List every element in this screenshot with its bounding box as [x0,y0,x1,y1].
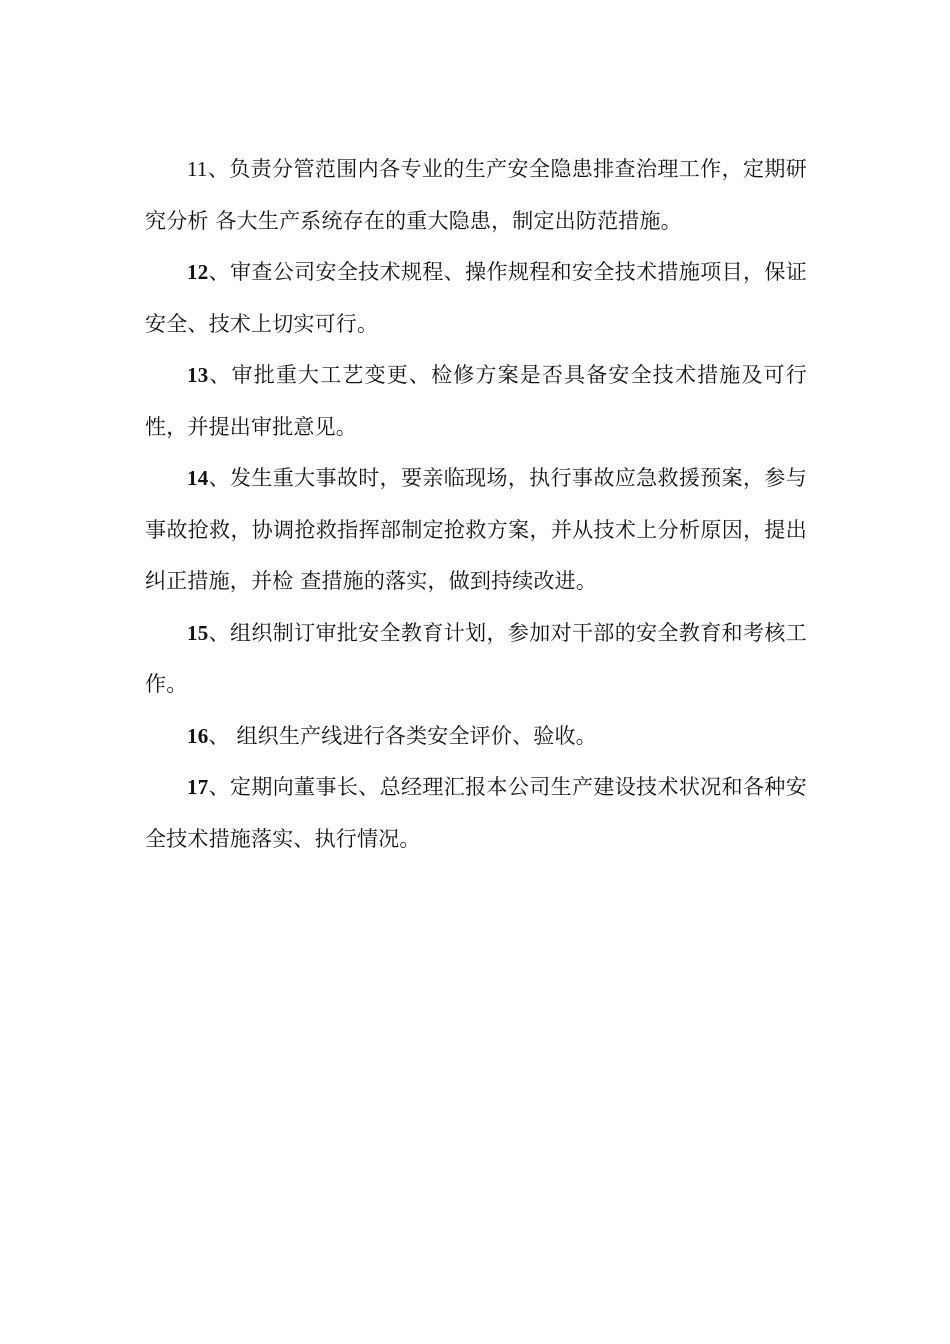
paragraph-text: 、负责分管范围内各专业的生产安全隐患排查治理工作，定期研究分析 各大生产系统存在的重大隐患，制定出防范措施。 [145,157,807,233]
paragraph-text: 、发生重大事故时，要亲临现场，执行事故应急救援预案，参与事故抢救，协调抢救指挥部制定抢救方案，并从技术上分析原因，提出纠正措施，并检 查措施的落实，做到持续改进。 [145,466,807,593]
paragraph-text: 、定期向董事长、总经理汇报本公司生产建设技术状况和各种安全技术措施落实、执行情况。 [145,775,807,851]
paragraph-12 [145,247,807,350]
paragraph-text: 、组织制订审批安全教育计划，参加对干部的安全教育和考核工作。 [145,620,807,696]
paragraph-13 [145,350,807,453]
item-number: 15 [187,620,209,645]
paragraph-16 [145,711,807,763]
paragraph-14 [145,453,807,608]
item-number: 17 [187,775,209,799]
item-number: 16 [187,723,209,748]
item-number: 13 [187,363,209,387]
paragraph-15 [145,608,807,711]
paragraph-text: 、审查公司安全技术规程、操作规程和安全技术措施项目，保证安全、技术上切实可行。 [145,260,807,336]
item-number: 14 [187,466,209,490]
paragraph-11 [145,144,807,247]
document-body [145,144,807,865]
item-number: 12 [187,260,209,284]
paragraph-17 [145,762,807,865]
paragraph-text: 、 组织生产线进行各类安全评价、验收。 [208,723,597,748]
paragraph-text: 、审批重大工艺变更、检修方案是否具备安全技术措施及可行性，并提出审批意见。 [145,363,807,439]
item-number: 11 [187,157,208,181]
